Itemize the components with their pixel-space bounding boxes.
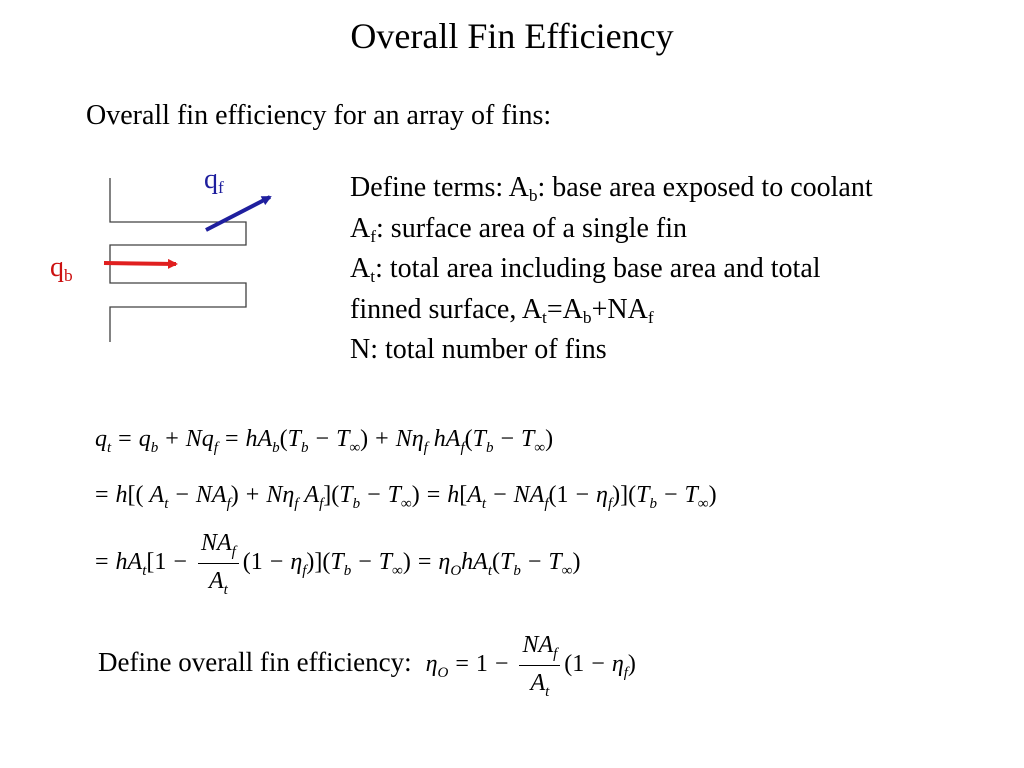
fraction-na-over-at-2: $\frac{NA_f}{A_t}$: [519, 630, 560, 701]
qb-label: $q_b$: [50, 252, 73, 285]
equation-heat-rate: $q_t = q_b + Nq_f = hA_b(T_b - T_\infty) + N\eta_f$ $hA_f(T_b - T_\infty)$: [95, 426, 554, 456]
equation-overall-form: = $hA_t[1$ − $\frac{NA_f}{A_t}$ $(1 - \eta_f)](T_b - T_\infty) = \eta_OhA_t(T_b - T_\infty)$: [95, 530, 581, 598]
qb-arrow: [104, 263, 176, 264]
definition-at-formula: finned surface, $A_t=A_b+NA_f$: [350, 293, 654, 327]
slide-title: Overall Fin Efficiency: [350, 16, 674, 56]
definitions-list: [350, 168, 873, 371]
fraction-na-over-at: $\frac{NA_f}{A_t}$: [198, 528, 239, 599]
equation-fin-efficiency-definition: Define overall fin efficiency: $\eta_O = 1$ − $\frac{NA_f}{A_t}$ $(1 - \eta_f)$: [98, 632, 636, 700]
fin-outline: [110, 178, 246, 342]
equation-expansion: = h[( $A_t - NA_f) + N\eta_f$ $A_f](T_b - T_\infty) = h[A_t - NA_f(1 - \eta_f)](T_b - T_\infty)$: [95, 482, 717, 512]
efficiency-label: Define overall fin efficiency:: [98, 647, 412, 678]
qf-arrow: [206, 197, 270, 230]
qf-label: $q_f$: [204, 164, 224, 197]
definition-af: $A_f$: surface area of a single fin: [350, 212, 687, 246]
definition-at: $A_t$: total area including base area and total: [350, 253, 821, 286]
definition-ab: Define terms: $A_b$: base area exposed to coolant: [350, 172, 873, 205]
intro-text: Overall fin efficiency for an array of fins:: [86, 100, 552, 131]
definition-n: N: total number of fins: [350, 334, 607, 365]
